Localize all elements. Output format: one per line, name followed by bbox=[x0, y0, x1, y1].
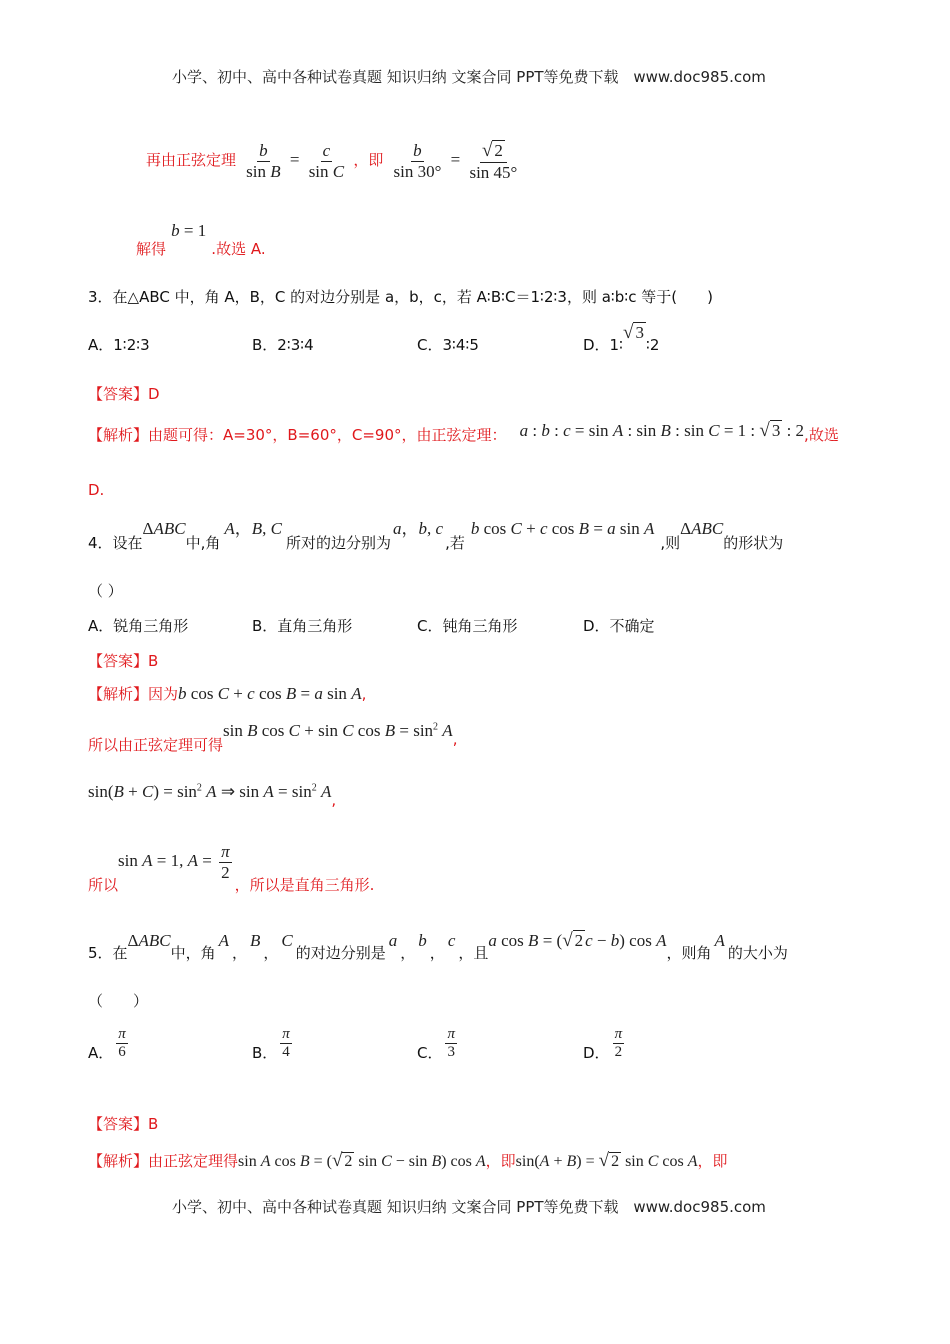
q3-answer: 【答案】D bbox=[88, 385, 160, 403]
q2-continuation: 再由正弦定理 $\frac{b}{\text{sin B}}$ = $\frac{c}{\text{sin C}}$ ，即 $\frac{b}{\sin 30^\circ}$ = $\frac{√ 2}{\sin 45^\circ}$ bbox=[146, 140, 518, 182]
page-header bbox=[172, 66, 766, 87]
q4-analysis-3: $\sin(B + C) = \sin^2 A$ ⇒ $\sin A = \sin^2 A$, bbox=[88, 782, 337, 809]
q5-analysis: 【解析】由正弦定理得sin A cos B = (√ 2 sin C − sin B) cos A，即sin(A + B) = √ 2 sin C cos A，即 bbox=[88, 1150, 728, 1171]
q5-answer: 【答案】B bbox=[88, 1115, 159, 1133]
q3-option-d[interactable]: D．1∶√ 3∶2 bbox=[583, 322, 660, 354]
footer-url[interactable]: www.doc985.com bbox=[633, 1198, 766, 1216]
q4-option-b[interactable]: B．直角三角形 bbox=[252, 617, 353, 635]
q5-paren: （ ） bbox=[88, 992, 149, 1010]
q4-answer: 【答案】B bbox=[88, 652, 159, 670]
q4-option-d[interactable]: D．不确定 bbox=[583, 617, 655, 635]
q4-analysis-4: 所以sin A = 1, A = $\frac{\pi}{2}$ ，所以是直角三角形. bbox=[88, 842, 375, 894]
q5-option-a[interactable]: A． $\frac{\pi}{6}$ bbox=[88, 1026, 126, 1063]
q4-paren: （ ） bbox=[88, 582, 123, 600]
q5-option-c[interactable]: C． $\frac{\pi}{3}$ bbox=[417, 1026, 455, 1063]
q5-option-d[interactable]: D． $\frac{\pi}{2}$ bbox=[583, 1026, 623, 1063]
q3-analysis: 【解析】由题可得：A=30°，B=60°，C=90°，由正弦定理： a : b : c = sin A : sin B : sin C = 1 : √ 3 : 2,故选 bbox=[88, 420, 839, 444]
q5-option-b[interactable]: B． $\frac{\pi}{4}$ bbox=[252, 1026, 290, 1063]
header-url[interactable]: www.doc985.com bbox=[633, 68, 766, 86]
q5-stem: 5．在ΔABC中，角A，B，C的对边分别是a，b，c，且a cos B = (√ 2 c − b) cos A，则角A的大小为 bbox=[88, 930, 788, 962]
q4-option-a[interactable]: A．锐角三角形 bbox=[88, 617, 189, 635]
q4-stem: 4．设在ΔABC中,角A，B, C所对的边分别为a，b, c,若b cos C + c cos B = a sin A,则ΔABC的形状为 bbox=[88, 519, 784, 552]
q3-option-b[interactable]: B．2∶3∶4 bbox=[252, 336, 314, 354]
q4-option-c[interactable]: C．钝角三角形 bbox=[417, 617, 518, 635]
q3-option-a[interactable]: A．1∶2∶3 bbox=[88, 336, 150, 354]
q4-analysis-2: 所以由正弦定理可得sin B cos C + sin C $\cos B = \sin^2 A$, bbox=[88, 721, 458, 754]
q3-stem: 3．在△ABC 中，角 A，B，C 的对边分别是 a，b，c，若 A∶B∶C＝1∶2∶3，则 a∶b∶c 等于( ) bbox=[88, 288, 713, 306]
q3-analysis-end: D. bbox=[88, 481, 105, 499]
q3-option-c[interactable]: C．3∶4∶5 bbox=[417, 336, 479, 354]
header-text: 小学、初中、高中各种试卷真题 知识归纳 文案合同 PPT等免费下载 bbox=[172, 68, 619, 86]
footer-text: 小学、初中、高中各种试卷真题 知识归纳 文案合同 PPT等免费下载 bbox=[172, 1198, 619, 1216]
q2-solve: 解得 b = 1 .故选 A. bbox=[136, 221, 266, 258]
page-footer bbox=[172, 1196, 766, 1217]
q4-analysis-1: 【解析】因为b cos C + c cos B = a sin A, bbox=[88, 684, 367, 703]
